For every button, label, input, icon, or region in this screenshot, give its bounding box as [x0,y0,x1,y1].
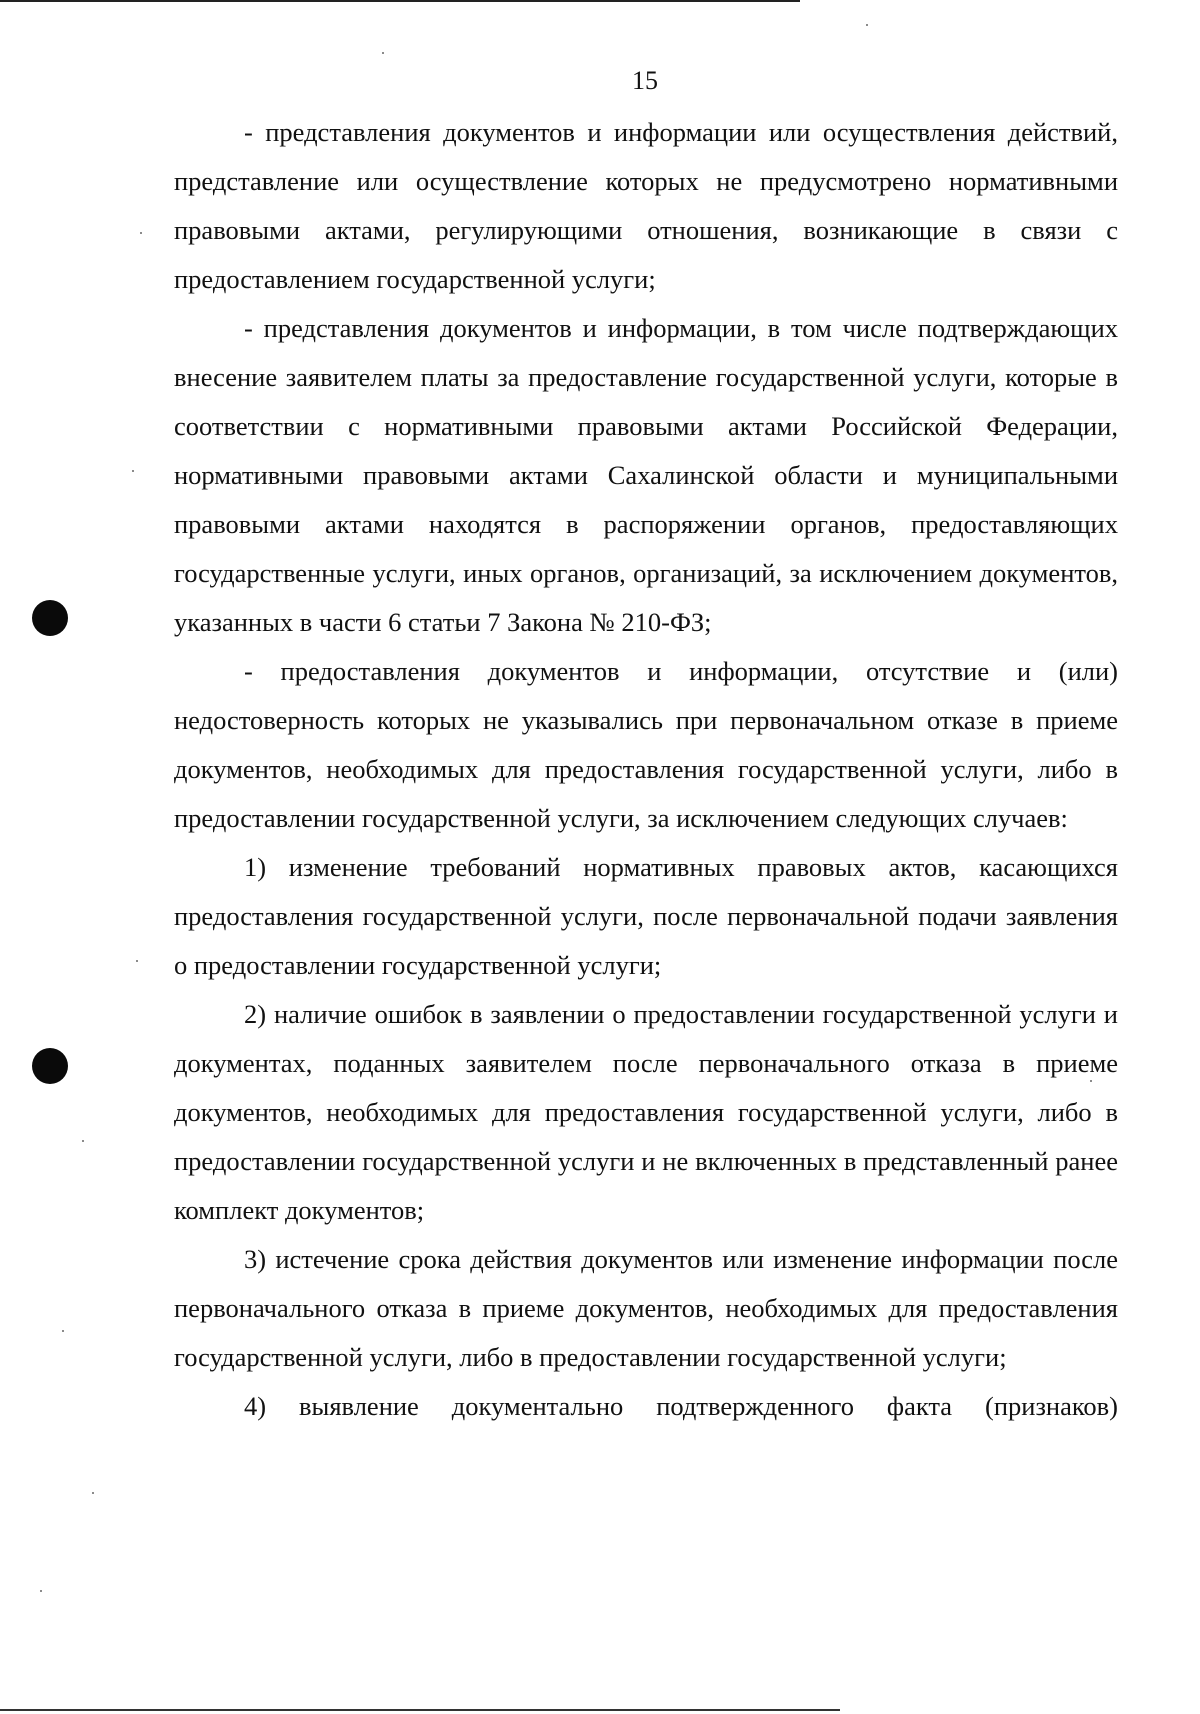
paragraph-2: - представления документов и информации, в том числе подтверждающих внесение заявителем платы за предоставление государственной услуги, которые в соответствии с нормативными правовыми актами Российской Федерации, нормативными правовыми актами Сахалинской области и муниципальными правовыми актами находятся в распоряжении органов, предоставляющих государственные услуги, иных органов, организаций, за исключением документов, указанных в части 6 статьи 7 Закона № 210-ФЗ; [174,313,1118,637]
scan-bottom-edge [0,1709,840,1711]
scan-speck [136,960,138,962]
punch-hole-upper [32,600,68,636]
scan-speck [140,232,142,234]
punch-hole-lower [32,1048,68,1084]
scan-speck [132,470,134,472]
paragraph-1: - представления документов и информации или осуществления действий, представление или осуществление которых не предусмотрено нормативными правовыми актами, регулирующими отношения, возникающие в связи с предоставлением государственной услуги; [174,117,1118,294]
scan-top-edge [0,0,800,2]
paragraph-5: 2) наличие ошибок в заявлении о предоставлении государственной услуги и документах, поданных заявителем после первоначального отказа в приеме документов, необходимых для предоставления государственной услуги, либо в предоставлении государственной услуги и не включенных в представленный ранее комплект документов; [174,999,1118,1225]
scan-speck [40,1590,42,1592]
page-number: 15 [632,66,658,95]
scan-speck [82,1140,84,1142]
scan-speck [92,1492,94,1494]
paragraph-7: 4) выявление документально подтвержденного факта (признаков) [244,1391,1118,1421]
paragraph-4: 1) изменение требований нормативных правовых актов, касающихся предоставления государственной услуги, после первоначальной подачи заявления о предоставлении государственной услуги; [174,852,1118,980]
scan-speck [382,52,384,54]
document-body [174,108,1118,1431]
scan-speck [866,24,868,26]
paragraph-6: 3) истечение срока действия документов или изменение информации после первоначального отказа в приеме документов, необходимых для предоставления государственной услуги, либо в предоставлении государственной услуги; [174,1244,1118,1372]
paragraph-3: - предоставления документов и информации, отсутствие и (или) недостоверность которых не указывались при первоначальном отказе в приеме документов, необходимых для предоставления государственной услуги, либо в предоставлении государственной услуги, за исключением следующих случаев: [174,656,1118,833]
scan-speck [62,1330,64,1332]
